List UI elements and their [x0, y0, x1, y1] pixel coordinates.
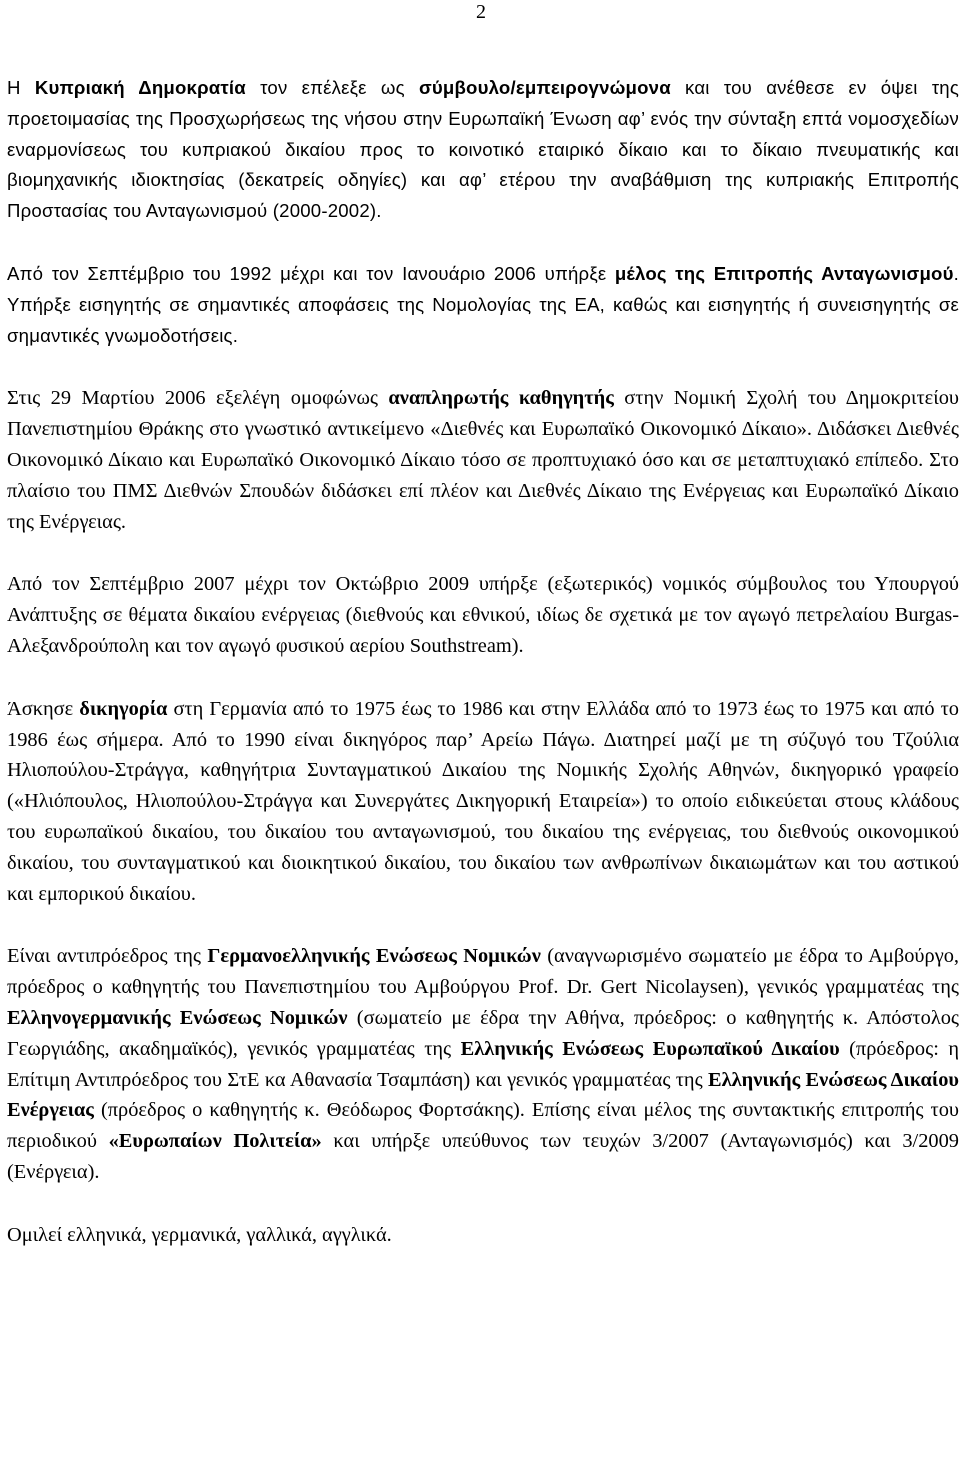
bold-text-segment: Ελληνικής Ενώσεως Δικαίου Ενέργειας — [7, 1068, 959, 1122]
bold-text-segment: Κυπριακή Δημοκρατία — [34, 77, 246, 98]
text-segment: Άσκησε — [7, 697, 80, 720]
text-segment: και του ανέθεσε εν όψει της προετοιμασίας της Προσχωρήσεως της νήσου στην Ευρωπαϊκή Ένωση αφ’ ενός την σύνταξη επτά νομοσχεδίων εναρμονίσεως του κυπριακού δικαίου προς το κοινοτικό εταιρικό δίκαιο και το δίκαιο πνευματικής και βιομηχανικής ιδιοκτησίας (δεκατρείς οδηγίες) και αφ’ ετέρου την αναβάθμιση της κυπριακής Επιτροπής Προστασίας του Ανταγωνισμού (2000-2002). — [7, 77, 959, 222]
text-segment: Από τον Σεπτέμβριο 2007 μέχρι τον Οκτώβριο 2009 υπήρξε (εξωτερικός) νομικός σύμβουλος του Υπουργού Ανάπτυξης σε θέματα δικαίου ενέργειας (διεθνούς και εθνικού, ιδίως δε σχετικά με τον αγωγό πετρελαίου Burgas-Αλεξανδρούπολη και τον αγωγό φυσικού αερίου Southstream). — [7, 573, 959, 657]
text-segment: (πρόεδρος: η Επίτιμη Αντιπρόεδρος του ΣτΕ κα Αθανασία Τσαμπάση) και γενικός γραμματέας της — [7, 1037, 959, 1091]
bold-text-segment: Ελληνικής Ενώσεως Ευρωπαϊκού Δικαίου — [460, 1037, 840, 1060]
paragraph-professorship — [7, 383, 959, 537]
text-segment: (σωματείο με έδρα την Αθήνα, πρόεδρος: ο καθηγητής κ. Απόστολος Γεωργιάδης, ακαδημαϊκός), γενικός γραμματέας της — [7, 1006, 959, 1060]
bold-text-segment: αναπληρωτής καθηγητής — [388, 387, 614, 410]
text-segment: (πρόεδρος ο καθηγητής κ. Θεόδωρος Φορτσάκης). Επίσης είναι μέλος της συντακτικής επιτροπής του περιοδικού — [7, 1099, 959, 1153]
paragraph-law-practice — [7, 694, 959, 910]
paragraph-ministry-advisor — [7, 569, 959, 661]
paragraph-associations — [7, 941, 959, 1187]
bold-text-segment: μέλος της Επιτροπής Ανταγωνισμού — [614, 262, 954, 284]
bold-text-segment: «Ευρωπαίων Πολιτεία» — [108, 1130, 322, 1153]
text-segment: Από τον Σεπτέμβριο του 1992 μέχρι και τον Ιανουάριο 2006 υπήρξε — [7, 262, 615, 284]
text-segment: Στις 29 Μαρτίου 2006 εξελέγη ομοφώνως — [7, 387, 389, 410]
paragraph-advisor-cyprus — [7, 73, 959, 227]
text-segment: τον επέλεξε ως — [245, 77, 419, 98]
text-segment: Είναι αντιπρόεδρος της — [7, 945, 208, 968]
text-segment: Η — [7, 77, 35, 98]
text-segment: . Υπήρξε εισηγητής σε σημαντικές αποφάσεις της Νομολογίας της ΕΑ, καθώς και εισηγητής ή συνεισηγητής σε σημαντικές γνωμοδοτήσεις. — [7, 262, 959, 346]
bold-text-segment: Γερμανοελληνικής Ενώσεως Νομικών — [207, 945, 541, 968]
page-number: 2 — [476, 1, 486, 23]
document-body — [7, 73, 959, 1251]
text-segment: στην Νομική Σχολή του Δημοκριτείου Πανεπιστημίου Θράκης στο γνωστικό αντικείμενο «Διεθνές και Ευρωπαϊκό Οικονομικό Δίκαιο». Διδάσκει Διεθνές Οικονομικό Δίκαιο και Ευρωπαϊκό Οικονομικό Δίκαιο τόσο σε προπτυχιακό όσο και σε μεταπτυχιακό επίπεδο. Στο πλαίσιο του ΠΜΣ Διεθνών Σπουδών διδάσκει επί πλέον και Διεθνές Δίκαιο της Ενέργειας και Ευρωπαϊκό Δίκαιο της Ενέργειας. — [7, 387, 959, 533]
text-segment: Ομιλεί ελληνικά, γερμανικά, γαλλικά, αγγλικά. — [7, 1223, 392, 1246]
paragraph-languages — [7, 1220, 959, 1251]
paragraph-competition-committee — [7, 259, 959, 351]
bold-text-segment: σύμβουλο/εμπειρογνώμονα — [418, 77, 671, 98]
bold-text-segment: Ελληνογερμανικής Ενώσεως Νομικών — [7, 1006, 348, 1029]
text-segment: στη Γερμανία από το 1975 έως το 1986 και στην Ελλάδα από το 1973 έως το 1975 και από το 1986 έως σήμερα. Από το 1990 είναι δικηγόρος παρ’ Αρείω Πάγω. Διατηρεί μαζί με τη σύζυγό του Τζούλια Ηλιοπούλου-Στράγγα, καθηγήτρια Συνταγματικού Δικαίου της Νομικής Σχολής Αθηνών, δικηγορικό γραφείο («Ηλιόπουλος, Ηλιοπούλου-Στράγγα και Συνεργάτες Δικηγορική Εταιρεία») το οποίο ειδικεύεται στους κλάδους του ευρωπαϊκού δικαίου, του δικαίου του ανταγωνισμού, του δικαίου της ενέργειας, του διεθνούς οικονομικού δικαίου, του συνταγματικού και διοικητικού δικαίου, του δικαίου των ανθρωπίνων δικαιωμάτων και του αστικού και εμπορικού δικαίου. — [7, 697, 959, 905]
text-segment: και υπήρξε υπεύθυνος των τευχών 3/2007 (Ανταγωνισμός) και 3/2009 (Ενέργεια). — [7, 1130, 959, 1183]
bold-text-segment: δικηγορία — [79, 697, 168, 720]
text-segment: (αναγνωρισμένο σωματείο με έδρα το Αμβούργο, πρόεδρος ο καθηγητής του Πανεπιστημίου του Αμβούργου Prof. Dr. Gert Nicolaysen), γενικός γραμματέας της — [7, 945, 960, 999]
